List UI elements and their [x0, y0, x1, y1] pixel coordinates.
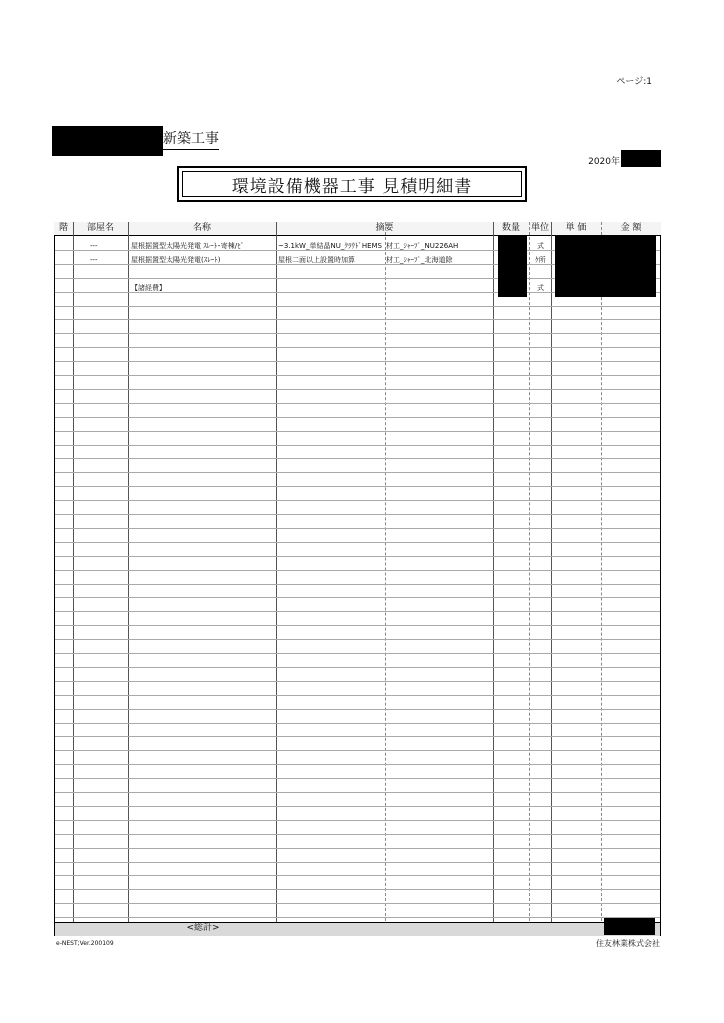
row-divider — [55, 528, 660, 529]
header-description: 摘要 — [375, 223, 394, 233]
row-divider — [55, 736, 660, 737]
redacted-date — [621, 150, 661, 167]
row-divider — [55, 319, 660, 320]
row-2-unit: ｹ所 — [535, 256, 546, 264]
row-4-unit: 式 — [537, 284, 544, 292]
row-divider — [55, 584, 660, 585]
row-divider — [55, 806, 660, 807]
header-unit: 単位 — [530, 223, 549, 233]
row-divider — [55, 764, 660, 765]
row-divider — [55, 417, 660, 418]
row-divider — [55, 917, 660, 918]
row-divider — [55, 611, 660, 612]
column-divider — [551, 222, 552, 936]
column-divider — [385, 222, 386, 936]
row-2-name: 屋根据置型太陽光発電(ｽﾚｰﾄ) — [131, 256, 221, 264]
redacted-quantities — [498, 236, 527, 297]
date-label: 2020年 — [588, 157, 620, 167]
row-divider — [55, 500, 660, 501]
company-name: 住友林業株式会社 — [596, 939, 660, 948]
row-divider — [55, 862, 660, 863]
row-divider — [55, 778, 660, 779]
row-divider — [55, 709, 660, 710]
column-divider — [601, 222, 602, 936]
row-divider — [55, 903, 660, 904]
row-divider — [55, 556, 660, 557]
row-divider — [55, 723, 660, 724]
column-divider — [493, 222, 494, 936]
column-divider — [529, 222, 530, 936]
row-1-description: ~3.1kW_単結晶NU_ｸﾗｳﾄﾞHEMS — [278, 242, 383, 250]
row-divider — [55, 625, 660, 626]
header-name: 名称 — [192, 223, 211, 233]
row-2-description-2: 材工_ｼｬｰﾌﾟ_北海道除 — [386, 256, 453, 264]
row-divider — [55, 695, 660, 696]
row-divider — [55, 889, 660, 890]
header-unit-price: 単 価 — [565, 223, 587, 233]
row-divider — [55, 431, 660, 432]
total-label: <総計> — [186, 923, 220, 933]
version-label: e-NEST;Ver.200109 — [56, 940, 114, 947]
row-divider — [55, 848, 660, 849]
row-divider — [55, 375, 660, 376]
row-divider — [55, 834, 660, 835]
row-1-room: --- — [90, 242, 98, 250]
row-divider — [55, 514, 660, 515]
row-divider — [55, 486, 660, 487]
header-room: 部屋名 — [86, 223, 114, 233]
estimate-table — [54, 222, 661, 936]
row-divider — [55, 653, 660, 654]
column-divider — [73, 222, 74, 936]
row-divider — [55, 820, 660, 821]
row-divider — [55, 792, 660, 793]
row-divider — [55, 361, 660, 362]
document-title-box — [177, 166, 527, 202]
column-divider — [276, 222, 277, 936]
row-1-description-2: 材工_ｼｬｰﾌﾟ_NU226AH — [386, 242, 459, 250]
row-divider — [55, 472, 660, 473]
row-divider — [55, 542, 660, 543]
row-divider — [55, 639, 660, 640]
table-header — [54, 222, 661, 236]
redacted-client-name — [52, 126, 163, 156]
row-2-room: --- — [90, 256, 98, 264]
row-divider — [55, 333, 660, 334]
header-floor: 階 — [58, 223, 68, 233]
row-divider — [55, 445, 660, 446]
header-amount: 金 額 — [620, 223, 642, 233]
row-divider — [55, 750, 660, 751]
column-divider — [128, 222, 129, 936]
redacted-prices-amounts — [555, 236, 656, 297]
row-1-name: 屋根据置型太陽光発電 ｽﾚｰﾄ･寄棟/ﾋﾞ — [131, 242, 245, 250]
row-2-description: 屋根二面以上設置時加算 — [278, 256, 355, 264]
row-divider — [55, 667, 660, 668]
row-4-name: 【諸経費】 — [131, 284, 166, 292]
document-title: 環境設備機器工事 見積明細書 — [182, 171, 522, 197]
header-quantity: 数量 — [501, 223, 520, 233]
redacted-total-amount — [604, 918, 655, 935]
row-divider — [55, 306, 660, 307]
row-1-unit: 式 — [537, 242, 544, 250]
row-divider — [55, 403, 660, 404]
row-divider — [55, 389, 660, 390]
row-divider — [55, 570, 660, 571]
project-title: 新築工事 — [163, 131, 219, 150]
row-divider — [55, 597, 660, 598]
page-number: ページ:1 — [616, 77, 652, 87]
row-divider — [55, 681, 660, 682]
row-divider — [55, 875, 660, 876]
row-divider — [55, 347, 660, 348]
row-divider — [55, 458, 660, 459]
